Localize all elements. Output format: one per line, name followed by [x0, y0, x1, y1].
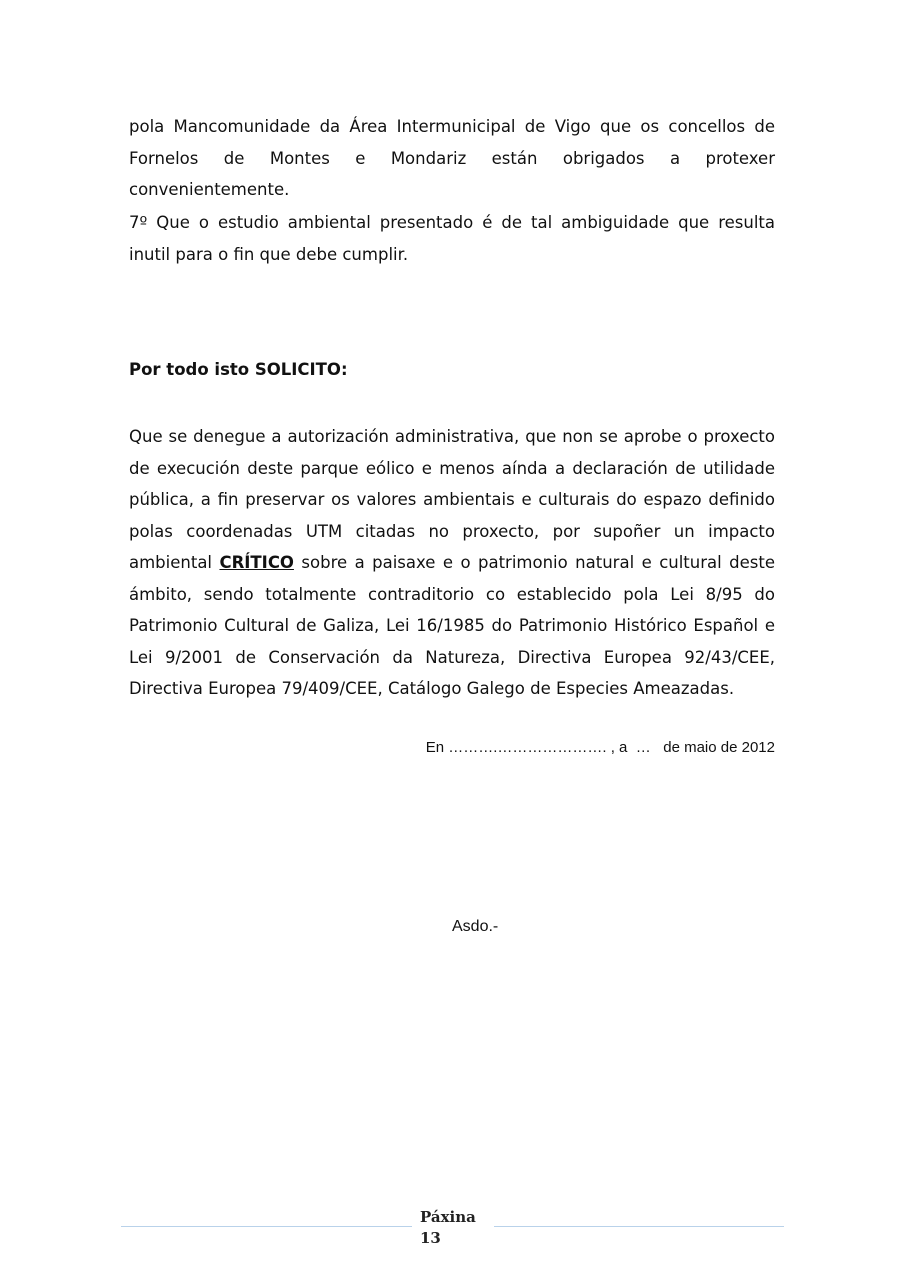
paragraph-2	[129, 207, 775, 270]
paragraph-1-text: pola Mancomunidade da Área Intermunicipal de Vigo que os concellos de Fornelos de Montes e Mondariz están obrigados a protexer convenientemente.	[129, 117, 775, 199]
page-label: Páxina	[420, 1208, 476, 1226]
footer-rule-right	[494, 1226, 784, 1227]
paragraph-3	[129, 421, 775, 705]
signature-label: Asdo.-	[452, 918, 499, 935]
page-number-value: 13	[420, 1229, 441, 1247]
paragraph-1	[129, 111, 775, 206]
paragraph-3-text-before: Que se denegue a autorización administrativa, que non se aprobe o proxecto de execución deste parque eólico e menos aínda a declaración de utilidade pública, a fin preservar os valores ambientais e culturais do espazo definido polas coordenadas UTM citadas no proxecto, por supoñer un impacto ambiental	[129, 427, 775, 572]
paragraph-3-text-after: sobre a paisaxe e o patrimonio natural e cultural deste ámbito, sendo totalmente contraditorio co establecido pola Lei 8/95 do Patrimonio Cultural de Galiza, Lei 16/1985 do Patrimonio Histórico Español e Lei 9/2001 de Conservación da Natureza, Directiva Europea 92/43/CEE, Directiva Europea 79/409/CEE, Catálogo Galego de Especies Ameazadas.	[129, 553, 775, 698]
date-line: En ……….…………………. , a … de maio de 2012	[425, 739, 775, 756]
footer-rule-left	[121, 1226, 412, 1227]
solicito-heading: Por todo isto SOLICITO:	[129, 360, 348, 379]
critico-emphasis: CRÍTICO	[219, 553, 294, 572]
paragraph-2-text: 7º Que o estudio ambiental presentado é de tal ambiguidade que resulta inutil para o fin que debe cumplir.	[129, 213, 775, 264]
page-number	[420, 1207, 490, 1249]
